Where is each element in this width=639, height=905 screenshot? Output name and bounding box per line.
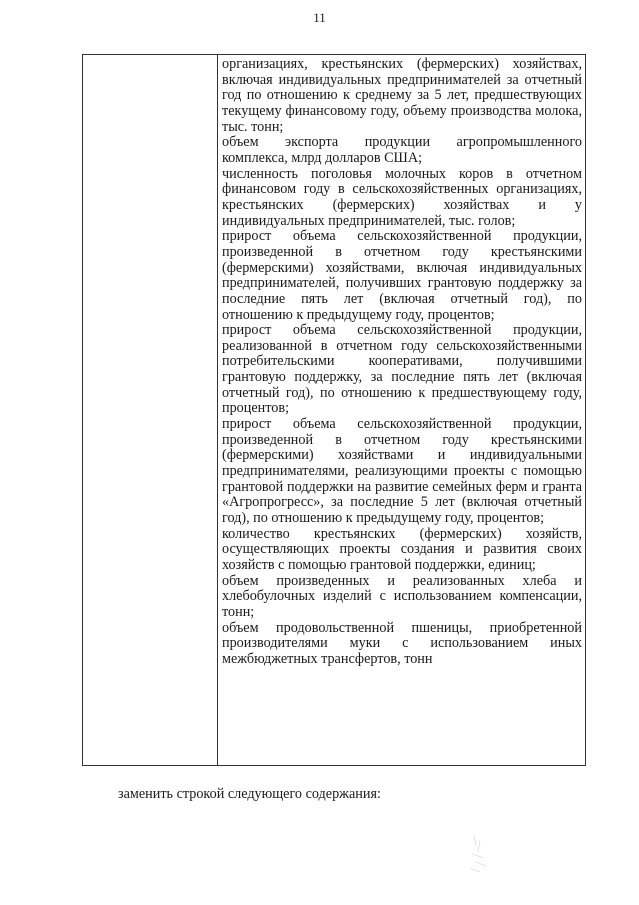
list-item: численность поголовья молочных коров в отчетном финансовом году в сельскохозяйственных организациях, крестьянских (фермерских) хозяйствах и у индивидуальных предпринимателей, тыс. голов; xyxy=(222,165,582,229)
list-item: прирост объема сельскохозяйственной продукции, произведенной в отчетном году крестьянскими (фермерскими) хозяйствами, включая индивидуальных предпринимателей, получивших грантовую поддержку за последние пять лет (включая отчетный год), по отношению к предыдущему году, процентов; xyxy=(222,228,582,323)
scan-artifact-icon xyxy=(466,832,492,876)
document-table xyxy=(82,54,586,766)
page-number: 11 xyxy=(313,10,326,25)
list-item: объем продовольственной пшеницы, приобретенной производителями муки с использованием иных межбюджетных трансфертов, тонн xyxy=(222,619,582,667)
list-item: прирост объема сельскохозяйственной продукции, произведенной в отчетном году крестьянскими (фермерскими) хозяйствами и индивидуальными предпринимателями, реализующими проекты с помощью грантовой поддержки на развитие семейных ферм и гранта «Агропрогресс», за последние 5 лет (включая отчетный год), по отношению к предыдущему году, процентов; xyxy=(222,416,582,527)
table-left-cell xyxy=(83,55,218,765)
list-item: количество крестьянских (фермерских) хозяйств, осуществляющих проекты создания и развития своих хозяйств с помощью грантовой поддержки, единиц; xyxy=(222,525,582,573)
list-item: объем произведенных и реализованных хлеба и хлебобулочных изделий с использованием компенсации, тонн; xyxy=(222,572,582,620)
closing-line: заменить строкой следующего содержания: xyxy=(118,786,381,802)
list-item: организациях, крестьянских (фермерских) хозяйствах, включая индивидуальных предпринимателей за отчетный год по отношению к среднему за 5 лет, предшествующих текущему финансовому году, объему производства молока, тыс. тонн; xyxy=(222,56,582,135)
list-item: объем экспорта продукции агропромышленного комплекса, млрд долларов США; xyxy=(222,134,582,166)
list-item: прирост объема сельскохозяйственной продукции, реализованной в отчетном году сельскохозяйственными потребительскими кооперативами, получившими грантовую поддержку, за последние пять лет (включая отчетный год), по отношению к предшествующему году, процентов; xyxy=(222,322,582,417)
table-right-cell xyxy=(218,55,585,765)
